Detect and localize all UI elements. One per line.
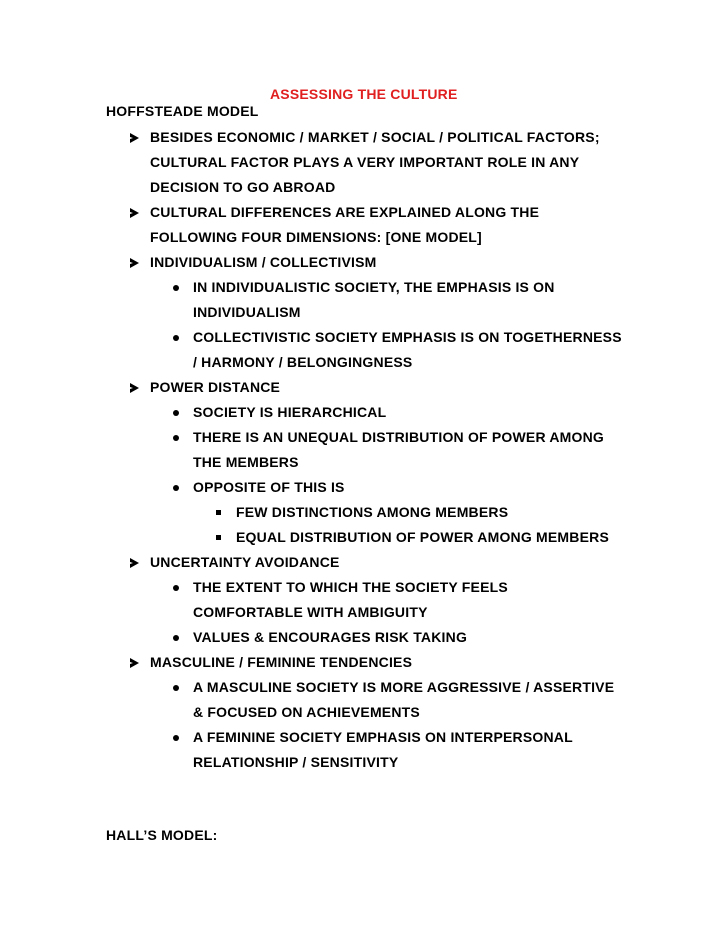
bullet-icon — [173, 585, 179, 591]
outline-line — [0, 675, 728, 700]
outline-text: POWER DISTANCE — [150, 379, 281, 395]
outline-text: UNCERTAINTY AVOIDANCE — [150, 554, 340, 570]
outline-text: COMFORTABLE WITH AMBIGUITY — [193, 604, 428, 620]
outline-text: BESIDES ECONOMIC / MARKET / SOCIAL / POLITICAL FACTORS; — [150, 129, 600, 145]
outline-line — [0, 575, 728, 600]
outline-line — [0, 650, 728, 675]
section-heading-hall: HALL’S MODEL: — [106, 827, 218, 843]
bullet-icon — [173, 635, 179, 641]
outline-text: A MASCULINE SOCIETY IS MORE AGGRESSIVE / ASSERTIVE — [193, 679, 615, 695]
outline-text: COLLECTIVISTIC SOCIETY EMPHASIS IS ON TOGETHERNESS — [193, 329, 622, 345]
outline-text: FEW DISTINCTIONS AMONG MEMBERS — [236, 504, 509, 520]
outline-line — [0, 150, 728, 175]
outline-text: THE EXTENT TO WHICH THE SOCIETY FEELS — [193, 579, 508, 595]
outline-line — [0, 250, 728, 275]
bullet-icon — [173, 285, 179, 291]
arrow-icon — [130, 558, 139, 568]
outline-text: IN INDIVIDUALISTIC SOCIETY, THE EMPHASIS IS ON — [193, 279, 555, 295]
outline-text: SOCIETY IS HIERARCHICAL — [193, 404, 387, 420]
outline-text: DECISION TO GO ABROAD — [150, 179, 336, 195]
outline-line — [0, 275, 728, 300]
outline-line — [0, 325, 728, 350]
outline-text: RELATIONSHIP / SENSITIVITY — [193, 754, 399, 770]
outline-line — [0, 625, 728, 650]
outline-line — [0, 225, 728, 250]
outline-text: FOLLOWING FOUR DIMENSIONS: [ONE MODEL] — [150, 229, 482, 245]
outline-text: & FOCUSED ON ACHIEVEMENTS — [193, 704, 420, 720]
bullet-icon — [173, 485, 179, 491]
outline-content — [0, 125, 728, 775]
outline-line — [0, 475, 728, 500]
outline-text: THE MEMBERS — [193, 454, 299, 470]
outline-line — [0, 700, 728, 725]
outline-line — [0, 375, 728, 400]
outline-text: CULTURAL FACTOR PLAYS A VERY IMPORTANT ROLE IN ANY — [150, 154, 580, 170]
arrow-icon — [130, 383, 139, 393]
arrow-icon — [130, 658, 139, 668]
outline-line — [0, 200, 728, 225]
outline-text: OPPOSITE OF THIS IS — [193, 479, 345, 495]
outline-line — [0, 600, 728, 625]
outline-text: A FEMININE SOCIETY EMPHASIS ON INTERPERSONAL — [193, 729, 573, 745]
outline-line — [0, 425, 728, 450]
bullet-icon — [173, 435, 179, 441]
square-bullet-icon — [216, 535, 221, 540]
outline-text: INDIVIDUALISM — [193, 304, 301, 320]
bullet-icon — [173, 735, 179, 741]
outline-line — [0, 175, 728, 200]
outline-line — [0, 125, 728, 150]
arrow-icon — [130, 208, 139, 218]
outline-line — [0, 350, 728, 375]
outline-text: VALUES & ENCOURAGES RISK TAKING — [193, 629, 468, 645]
document-title: ASSESSING THE CULTURE — [270, 86, 458, 102]
bullet-icon — [173, 335, 179, 341]
outline-text: EQUAL DISTRIBUTION OF POWER AMONG MEMBERS — [236, 529, 609, 545]
section-heading-hoffsteade: HOFFSTEADE MODEL — [106, 103, 259, 119]
outline-line — [0, 400, 728, 425]
outline-text: INDIVIDUALISM / COLLECTIVISM — [150, 254, 377, 270]
outline-line — [0, 725, 728, 750]
bullet-icon — [173, 410, 179, 416]
bullet-icon — [173, 685, 179, 691]
square-bullet-icon — [216, 510, 221, 515]
arrow-icon — [130, 133, 139, 143]
outline-text: THERE IS AN UNEQUAL DISTRIBUTION OF POWER AMONG — [193, 429, 604, 445]
outline-text: / HARMONY / BELONGINGNESS — [193, 354, 413, 370]
outline-line — [0, 525, 728, 550]
outline-line — [0, 550, 728, 575]
outline-line — [0, 450, 728, 475]
outline-text: MASCULINE / FEMININE TENDENCIES — [150, 654, 413, 670]
outline-text: CULTURAL DIFFERENCES ARE EXPLAINED ALONG THE — [150, 204, 540, 220]
outline-line — [0, 500, 728, 525]
arrow-icon — [130, 258, 139, 268]
outline-line — [0, 750, 728, 775]
outline-line — [0, 300, 728, 325]
